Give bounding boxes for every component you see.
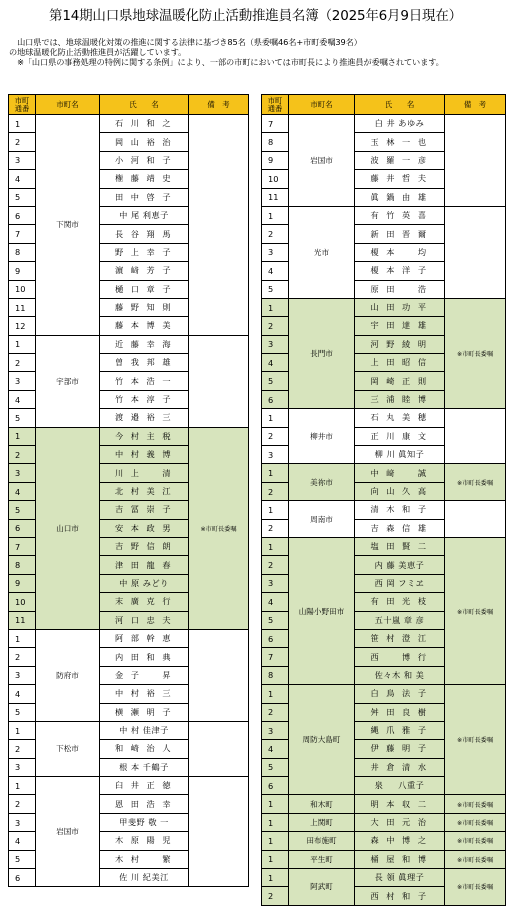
member-number: 1 bbox=[9, 629, 36, 647]
member-name: 三 浦 睦 博 bbox=[355, 390, 445, 408]
member-name: 内 藤 美恵子 bbox=[355, 556, 445, 574]
member-number: 11 bbox=[9, 611, 36, 629]
member-name: 中 﨑 誠 bbox=[355, 464, 445, 482]
member-number: 3 bbox=[262, 721, 289, 739]
table-row bbox=[262, 537, 506, 555]
member-name: 正 川 康 文 bbox=[355, 427, 445, 445]
member-number: 3 bbox=[9, 151, 36, 169]
member-number: 3 bbox=[262, 335, 289, 353]
remark-cell bbox=[189, 335, 249, 427]
member-name: 縄 爪 雅 子 bbox=[355, 721, 445, 739]
member-name: 今 村 主 税 bbox=[100, 427, 189, 445]
member-name: 木 原 陽 児 bbox=[100, 832, 189, 850]
member-number: 6 bbox=[262, 777, 289, 795]
remark-cell bbox=[189, 777, 249, 887]
table-row bbox=[262, 685, 506, 703]
member-number: 9 bbox=[9, 574, 36, 592]
member-number: 1 bbox=[9, 777, 36, 795]
member-number: 3 bbox=[262, 446, 289, 464]
member-name: 岡 崎 正 則 bbox=[355, 372, 445, 390]
member-number: 6 bbox=[9, 869, 36, 887]
municipality-name: 山陽小野田市 bbox=[289, 537, 355, 684]
member-name: 曽 我 邦 雄 bbox=[100, 354, 189, 372]
municipality-name: 長門市 bbox=[289, 298, 355, 408]
member-name: 中 原 みどり bbox=[100, 574, 189, 592]
member-name: 佐 川 紀美江 bbox=[100, 869, 189, 887]
member-name: 柳 川 眞知子 bbox=[355, 446, 445, 464]
table-row bbox=[9, 777, 249, 795]
member-number: 2 bbox=[9, 133, 36, 151]
municipality-name: 岩国市 bbox=[36, 777, 100, 887]
member-name: 明 本 収 二 bbox=[355, 795, 445, 813]
member-number: 4 bbox=[262, 740, 289, 758]
member-name: 恩 田 浩 幸 bbox=[100, 795, 189, 813]
member-number: 5 bbox=[9, 501, 36, 519]
header-no bbox=[262, 95, 289, 115]
member-number: 4 bbox=[9, 170, 36, 188]
member-name: 波 羅 一 彦 bbox=[355, 151, 445, 169]
member-number: 2 bbox=[262, 427, 289, 445]
page-title: 第14期山口県地球温暖化防止活動推進員名簿（2025年6月9日現在） bbox=[49, 8, 462, 24]
member-name: 西 岡 フミヱ bbox=[355, 574, 445, 592]
member-name: 石 川 和 之 bbox=[100, 115, 189, 133]
member-name: 内 田 和 典 bbox=[100, 648, 189, 666]
municipality-name: 周南市 bbox=[289, 501, 355, 538]
member-number: 1 bbox=[9, 335, 36, 353]
intro-line: の地球温暖化防止活動推進員が活躍しています。 bbox=[9, 47, 187, 58]
municipality-name: 下関市 bbox=[36, 115, 100, 336]
table-header-row bbox=[9, 95, 249, 115]
member-name: 長 谷 翔 馬 bbox=[100, 225, 189, 243]
member-number: 1 bbox=[9, 115, 36, 133]
table-row bbox=[262, 501, 506, 519]
member-number: 1 bbox=[262, 850, 289, 868]
member-name: 長 領 眞理子 bbox=[355, 869, 445, 887]
member-number: 9 bbox=[262, 151, 289, 169]
member-number: 2 bbox=[9, 648, 36, 666]
table-row bbox=[9, 721, 249, 739]
member-name: 吉 野 信 朗 bbox=[100, 537, 189, 555]
member-number: 6 bbox=[262, 629, 289, 647]
member-name: 石 丸 美 穂 bbox=[355, 409, 445, 427]
member-name: 竹 本 浩 一 bbox=[100, 372, 189, 390]
member-name: 臼 井 正 徳 bbox=[100, 777, 189, 795]
municipality-name: 防府市 bbox=[36, 629, 100, 721]
member-name: 西 博 行 bbox=[355, 648, 445, 666]
member-number: 5 bbox=[9, 703, 36, 721]
remark-cell bbox=[445, 409, 506, 464]
member-number: 3 bbox=[9, 813, 36, 831]
member-number: 10 bbox=[9, 593, 36, 611]
member-number: 3 bbox=[9, 464, 36, 482]
member-number: 5 bbox=[262, 280, 289, 298]
remark-cell bbox=[445, 501, 506, 538]
municipality-name: 平生町 bbox=[289, 850, 355, 868]
table-row bbox=[262, 409, 506, 427]
table-row bbox=[9, 427, 249, 445]
member-number: 3 bbox=[262, 243, 289, 261]
remark-cell bbox=[189, 629, 249, 721]
member-name: 藤 本 博 美 bbox=[100, 317, 189, 335]
member-name: 榎 本 洋 子 bbox=[355, 262, 445, 280]
member-name: 中 尾 利恵子 bbox=[100, 206, 189, 224]
member-number: 4 bbox=[262, 593, 289, 611]
municipality-name: 美祢市 bbox=[289, 464, 355, 501]
municipality-name: 田布施町 bbox=[289, 832, 355, 850]
member-number: 2 bbox=[262, 703, 289, 721]
member-number: 6 bbox=[9, 206, 36, 224]
member-number: 4 bbox=[9, 685, 36, 703]
municipality-name: 宇部市 bbox=[36, 335, 100, 427]
member-name: 金 子 昇 bbox=[100, 666, 189, 684]
member-name: 横 瀬 明 子 bbox=[100, 703, 189, 721]
member-number: 7 bbox=[262, 648, 289, 666]
table-row bbox=[262, 115, 506, 133]
header-name: 氏 名 bbox=[355, 95, 445, 115]
member-name: 中 村 裕 三 bbox=[100, 685, 189, 703]
member-name: 榎 本 均 bbox=[355, 243, 445, 261]
member-number: 5 bbox=[262, 758, 289, 776]
member-number: 1 bbox=[262, 537, 289, 555]
municipality-name: 上関町 bbox=[289, 813, 355, 831]
member-number: 2 bbox=[9, 740, 36, 758]
member-number: 5 bbox=[262, 372, 289, 390]
member-number: 6 bbox=[9, 519, 36, 537]
member-name: 岡 山 裕 治 bbox=[100, 133, 189, 151]
header-name: 氏 名 bbox=[100, 95, 189, 115]
member-name: 森 中 博 之 bbox=[355, 832, 445, 850]
remark-cell bbox=[189, 721, 249, 776]
member-number: 11 bbox=[9, 298, 36, 316]
member-number: 2 bbox=[9, 446, 36, 464]
member-number: 7 bbox=[9, 225, 36, 243]
municipality-name: 柳井市 bbox=[289, 409, 355, 464]
member-name: 清 木 和 子 bbox=[355, 501, 445, 519]
member-number: 5 bbox=[262, 611, 289, 629]
remark-cell: ※市町長委嘱 bbox=[445, 795, 506, 813]
member-name: 上 田 昭 信 bbox=[355, 354, 445, 372]
municipality-name: 下松市 bbox=[36, 721, 100, 776]
member-number: 1 bbox=[262, 832, 289, 850]
header-remark: 備 考 bbox=[445, 95, 506, 115]
member-name: 根 本 千鶴子 bbox=[100, 758, 189, 776]
municipality-name: 岩国市 bbox=[289, 115, 355, 207]
member-name: 津 田 龍 春 bbox=[100, 556, 189, 574]
member-name: 濵 﨑 芳 子 bbox=[100, 262, 189, 280]
member-number: 2 bbox=[262, 225, 289, 243]
table-row bbox=[9, 115, 249, 133]
member-number: 1 bbox=[9, 721, 36, 739]
remark-cell: ※市町長委嘱 bbox=[445, 869, 506, 906]
member-number: 2 bbox=[9, 795, 36, 813]
member-name: 北 村 美 江 bbox=[100, 482, 189, 500]
table-row bbox=[262, 464, 506, 482]
member-number: 1 bbox=[262, 501, 289, 519]
member-name: 塩 田 賢 二 bbox=[355, 537, 445, 555]
member-name: 吉 森 信 雄 bbox=[355, 519, 445, 537]
member-name: 末 廣 克 行 bbox=[100, 593, 189, 611]
table-row bbox=[262, 795, 506, 813]
member-name: 桶 屋 和 博 bbox=[355, 850, 445, 868]
member-name: 河 口 忠 夫 bbox=[100, 611, 189, 629]
remark-cell: ※市町長委嘱 bbox=[445, 464, 506, 501]
remark-cell: ※市町長委嘱 bbox=[189, 427, 249, 629]
member-name: 小 河 和 子 bbox=[100, 151, 189, 169]
member-number: 3 bbox=[262, 574, 289, 592]
member-name: 川 上 清 bbox=[100, 464, 189, 482]
header-no-label: 市町 通番 bbox=[267, 95, 283, 113]
member-number: 12 bbox=[9, 317, 36, 335]
member-number: 8 bbox=[262, 133, 289, 151]
member-number: 5 bbox=[9, 409, 36, 427]
municipality-name: 光市 bbox=[289, 206, 355, 298]
member-name: 笹 村 澄 江 bbox=[355, 629, 445, 647]
member-number: 10 bbox=[9, 280, 36, 298]
remark-cell bbox=[189, 115, 249, 336]
member-number: 1 bbox=[262, 813, 289, 831]
member-number: 2 bbox=[262, 887, 289, 905]
remark-cell: ※市町長委嘱 bbox=[445, 832, 506, 850]
member-number: 7 bbox=[9, 537, 36, 555]
member-number: 2 bbox=[262, 317, 289, 335]
remark-cell bbox=[445, 115, 506, 207]
member-number: 3 bbox=[9, 758, 36, 776]
member-number: 11 bbox=[262, 188, 289, 206]
member-name: 木 村 繁 bbox=[100, 850, 189, 868]
member-name: 大 田 元 治 bbox=[355, 813, 445, 831]
member-name: 権 藤 靖 史 bbox=[100, 170, 189, 188]
member-name: 吉 冨 崇 子 bbox=[100, 501, 189, 519]
roster-table-right bbox=[261, 94, 506, 906]
member-name: 渡 邉 裕 三 bbox=[100, 409, 189, 427]
roster-table-left bbox=[8, 94, 249, 887]
member-name: 甲斐野 敬 一 bbox=[100, 813, 189, 831]
member-name: 樋 口 章 子 bbox=[100, 280, 189, 298]
member-number: 1 bbox=[262, 869, 289, 887]
member-name: 有 竹 英 喜 bbox=[355, 206, 445, 224]
member-number: 10 bbox=[262, 170, 289, 188]
member-name: 中 村 佳津子 bbox=[100, 721, 189, 739]
remark-cell: ※市町長委嘱 bbox=[445, 298, 506, 408]
header-no-label: 市町 通番 bbox=[14, 95, 30, 113]
header-muni: 市町名 bbox=[36, 95, 100, 115]
member-name: 河 野 綾 明 bbox=[355, 335, 445, 353]
member-number: 5 bbox=[9, 850, 36, 868]
member-name: 近 藤 幸 海 bbox=[100, 335, 189, 353]
member-name: 白 鳥 法 子 bbox=[355, 685, 445, 703]
member-name: 安 本 政 男 bbox=[100, 519, 189, 537]
member-name: 西 村 和 子 bbox=[355, 887, 445, 905]
member-name: 泉 八重子 bbox=[355, 777, 445, 795]
header-muni: 市町名 bbox=[289, 95, 355, 115]
member-name: 玉 林 一 也 bbox=[355, 133, 445, 151]
member-name: 原 田 浩 bbox=[355, 280, 445, 298]
member-number: 2 bbox=[262, 519, 289, 537]
member-name: 伊 藤 明 子 bbox=[355, 740, 445, 758]
member-number: 3 bbox=[9, 372, 36, 390]
member-name: 新 田 晋 爾 bbox=[355, 225, 445, 243]
member-number: 1 bbox=[262, 298, 289, 316]
intro-line: 山口県では、地球温暖化対策の推進に関する法律に基づき85名（県委嘱46名+市町委嘱39名） bbox=[9, 37, 362, 47]
remark-cell: ※市町長委嘱 bbox=[445, 850, 506, 868]
member-name: 有 田 光 枝 bbox=[355, 593, 445, 611]
member-name: 野 上 幸 子 bbox=[100, 243, 189, 261]
intro-line: ※「山口県の事務処理の特例に関する条例」により、一部の市町においては市町長により推進員が委嘱されています。 bbox=[9, 57, 444, 68]
member-number: 4 bbox=[262, 354, 289, 372]
member-number: 4 bbox=[9, 832, 36, 850]
member-name: 白 井 あゆみ bbox=[355, 115, 445, 133]
member-number: 4 bbox=[9, 482, 36, 500]
member-number: 1 bbox=[262, 795, 289, 813]
member-name: 藤 井 哲 夫 bbox=[355, 170, 445, 188]
table-row bbox=[262, 206, 506, 224]
municipality-name: 阿武町 bbox=[289, 869, 355, 906]
member-name: 舛 田 良 樹 bbox=[355, 703, 445, 721]
header-no bbox=[9, 95, 36, 115]
remark-cell bbox=[445, 206, 506, 298]
member-number: 1 bbox=[9, 427, 36, 445]
table-row bbox=[9, 335, 249, 353]
member-number: 9 bbox=[9, 262, 36, 280]
municipality-name: 周防大島町 bbox=[289, 685, 355, 795]
member-number: 8 bbox=[262, 666, 289, 684]
member-name: 竹 本 淳 子 bbox=[100, 390, 189, 408]
member-name: 佐々木 和 美 bbox=[355, 666, 445, 684]
member-name: 井 倉 清 水 bbox=[355, 758, 445, 776]
member-name: 向 山 久 高 bbox=[355, 482, 445, 500]
remark-cell: ※市町長委嘱 bbox=[445, 685, 506, 795]
member-number: 1 bbox=[262, 464, 289, 482]
table-row bbox=[262, 869, 506, 887]
header-remark: 備 考 bbox=[189, 95, 249, 115]
table-row bbox=[9, 629, 249, 647]
member-name: 中 村 義 博 bbox=[100, 446, 189, 464]
municipality-name: 山口市 bbox=[36, 427, 100, 629]
member-number: 2 bbox=[262, 556, 289, 574]
member-name: 宇 田 達 雄 bbox=[355, 317, 445, 335]
member-number: 4 bbox=[262, 262, 289, 280]
member-number: 3 bbox=[9, 666, 36, 684]
remark-cell: ※市町長委嘱 bbox=[445, 813, 506, 831]
member-number: 1 bbox=[262, 685, 289, 703]
remark-cell: ※市町長委嘱 bbox=[445, 537, 506, 684]
member-name: 田 中 啓 子 bbox=[100, 188, 189, 206]
member-number: 8 bbox=[9, 556, 36, 574]
member-number: 5 bbox=[9, 188, 36, 206]
member-number: 1 bbox=[262, 206, 289, 224]
table-row bbox=[262, 298, 506, 316]
member-name: 眞 鍋 由 雄 bbox=[355, 188, 445, 206]
member-name: 和 崎 治 人 bbox=[100, 740, 189, 758]
table-row bbox=[262, 832, 506, 850]
municipality-name: 和木町 bbox=[289, 795, 355, 813]
member-number: 2 bbox=[9, 354, 36, 372]
member-number: 4 bbox=[9, 390, 36, 408]
member-number: 2 bbox=[262, 482, 289, 500]
member-name: 藤 野 知 則 bbox=[100, 298, 189, 316]
member-number: 8 bbox=[9, 243, 36, 261]
table-row bbox=[262, 813, 506, 831]
member-number: 6 bbox=[262, 390, 289, 408]
intro-text bbox=[9, 37, 504, 68]
member-number: 1 bbox=[262, 409, 289, 427]
member-number: 7 bbox=[262, 115, 289, 133]
member-name: 阿 部 幹 恵 bbox=[100, 629, 189, 647]
table-header-row bbox=[262, 95, 506, 115]
member-name: 五十嵐 章 彦 bbox=[355, 611, 445, 629]
member-name: 山 田 功 平 bbox=[355, 298, 445, 316]
